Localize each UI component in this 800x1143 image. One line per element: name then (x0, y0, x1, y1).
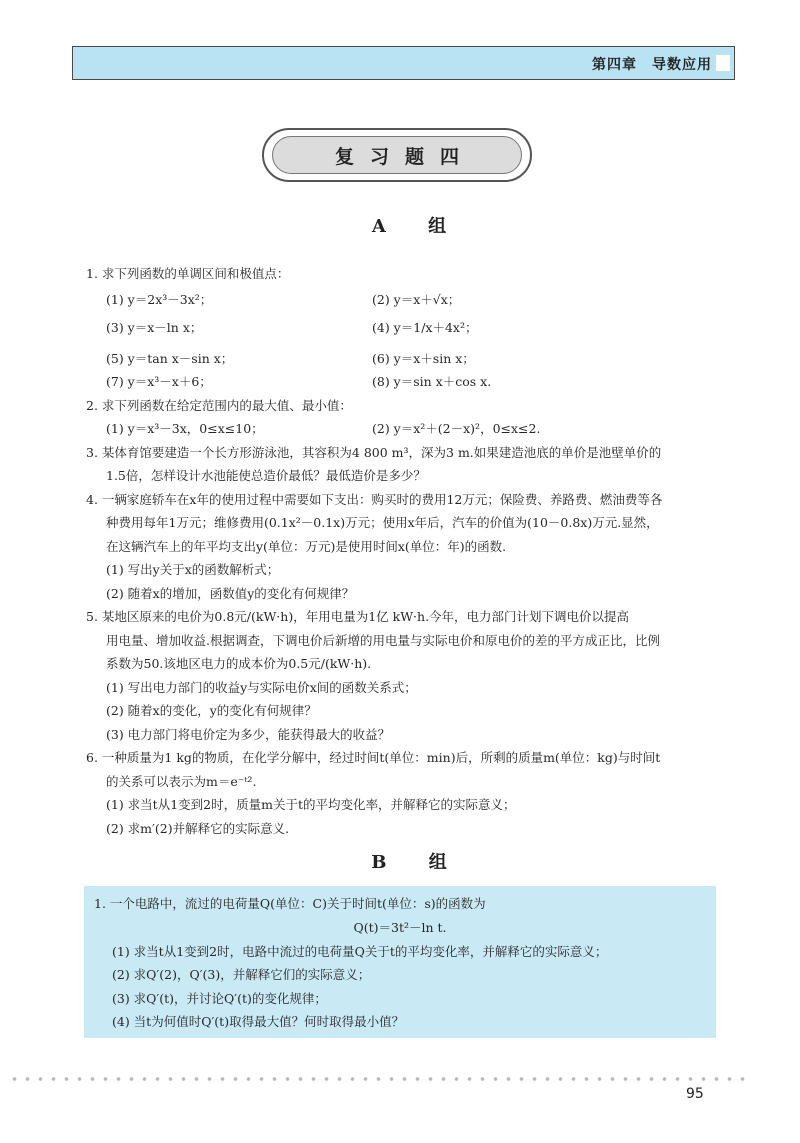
review-title: 复习题四 (334, 145, 475, 168)
problem-a6-item: (1) 求当t从1变到2时，质量m关于t的平均变化率，并解释它的实际意义； (106, 797, 516, 812)
chapter-header-bar (72, 46, 735, 80)
review-title-inner (272, 136, 522, 174)
problem-a6-text: 6. 一种质量为1 kg的物质，在化学分解中，经过时间t(单位：min)后，所剩的质量m(单位：kg)与时间t (86, 750, 661, 765)
problem-a6-item: (2) 求m′(2)并解释它的实际意义. (106, 821, 290, 836)
problem-a5-text: 系数为50.该地区电力的成本价为0.5元/(kW·h). (106, 656, 372, 671)
problem-a5-text: 用电量、增加收益.根据调查，下调电价后新增的用电量与实际电价和原电价的差的平方成正比，比例 (106, 633, 660, 648)
problem-a5-item: (3) 电力部门将电价定为多少，能获得最大的收益？ (106, 727, 391, 742)
problem-a4-text: 在这辆汽车上的年平均支出y(单位：万元)是使用时间x(单位：年)的函数. (106, 539, 507, 554)
chapter-title: 第四章 导数应用 (592, 57, 712, 73)
problem-b1-item: (1) 求当t从1变到2时，电路中流过的电荷量Q关于t的平均变化率，并解释它的实际意义； (112, 944, 608, 959)
problem-b1-item: (4) 当t为何值时Q′(t)取得最大值？何时取得最小值？ (112, 1014, 405, 1029)
problem-a1-item: (4) y＝1/x＋4x²； (372, 320, 478, 335)
problem-a5-text: 5. 某地区原来的电价为0.8元/(kW·h)，年用电量为1亿 kW·h.今年，电力部门计划下调电价以提高 (86, 609, 630, 624)
problem-a4-text: 种费用每年1万元；维修费用(0.1x²－0.1x)万元；使用x年后，汽车的价值为(10－0.8x)万元.显然， (106, 515, 659, 530)
page-number: 95 (686, 1086, 704, 1102)
problem-a1-item: (1) y＝2x³－3x²； (106, 292, 213, 307)
problem-b1-formula: Q(t)＝3t²－ln t. (353, 920, 447, 935)
problem-a1-item: (7) y＝x³－x＋6； (106, 374, 212, 389)
problem-b1-item: (3) 求Q′(t)，并讨论Q′(t)的变化规律； (112, 991, 327, 1006)
problem-a5-item: (1) 写出电力部门的收益y与实际电价x间的函数关系式； (106, 680, 417, 695)
problem-a1-stem: 1. 求下列函数的单调区间和极值点： (86, 266, 290, 281)
problem-a1-item: (8) y＝sin x＋cos x. (372, 374, 492, 389)
problem-b1-stem: 1. 一个电路中，流过的电荷量Q(单位：C)关于时间t(单位：s)的函数为 (94, 896, 486, 911)
problem-a2-item: (1) y＝x³－3x，0≤x≤10； (106, 421, 264, 436)
problem-a3-text: 3. 某体育馆要建造一个长方形游泳池，其容积为4 800 m³，深为3 m.如果建造池底的单价是池壁单价的 (86, 445, 662, 460)
problem-a4-text: 4. 一辆家庭轿车在x年的使用过程中需要如下支出：购买时的费用12万元；保险费、养路费、燃油费等各 (86, 492, 663, 507)
problem-a2-stem: 2. 求下列函数在给定范围内的最大值、最小值： (86, 398, 352, 413)
problem-a1-item: (2) y＝x＋√x； (372, 292, 461, 307)
footer-dotted-rule (8, 1077, 748, 1081)
problem-a6-text: 的关系可以表示为m＝e⁻ᵗ². (106, 774, 257, 789)
problem-b1-item: (2) 求Q′(2)，Q′(3)，并解释它们的实际意义； (112, 967, 371, 982)
header-corner-square (716, 55, 730, 71)
problem-a5-item: (2) 随着x的变化，y的变化有何规律？ (106, 703, 317, 718)
problem-a1-item: (5) y＝tan x－sin x； (106, 351, 234, 366)
problem-a1-item: (6) y＝x＋sin x； (372, 351, 475, 366)
group-a-heading: A 组 (371, 216, 465, 237)
problem-a4-item: (1) 写出y关于x的函数解析式； (106, 562, 280, 577)
group-b-heading: B 组 (371, 852, 465, 873)
problem-a1-item: (3) y＝x－ln x； (106, 320, 203, 335)
problem-a4-item: (2) 随着x的增加，函数值y的变化有何规律？ (106, 586, 355, 601)
review-title-frame (262, 128, 532, 182)
problem-a3-text: 1.5倍，怎样设计水池能使总造价最低？最低造价是多少？ (106, 468, 426, 483)
problem-a2-item: (2) y＝x²＋(2－x)²，0≤x≤2. (372, 421, 541, 436)
